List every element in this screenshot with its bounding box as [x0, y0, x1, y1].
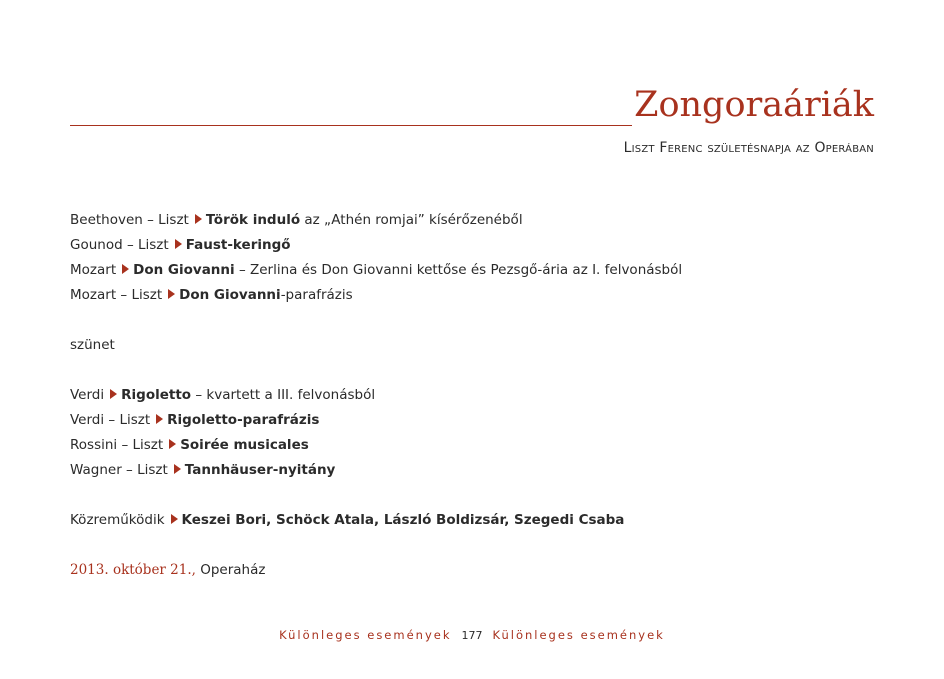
- work-title: Török induló: [205, 212, 301, 228]
- play-arrow-icon: [169, 439, 176, 449]
- play-arrow-icon: [110, 389, 117, 399]
- page-title: Zongoraáriák: [634, 85, 874, 125]
- composer: Beethoven – Liszt: [70, 212, 189, 228]
- page-subtitle: Liszt Ferenc születésnapja az Operában: [623, 140, 874, 156]
- composer: Mozart: [70, 262, 117, 278]
- play-arrow-icon: [175, 239, 182, 249]
- title-rule: [70, 125, 632, 126]
- work-note: – Zerlina és Don Giovanni kettőse és Pezsgő-ária az I. felvonásból: [234, 262, 683, 278]
- composer: Mozart – Liszt: [70, 287, 163, 303]
- play-arrow-icon: [174, 464, 181, 474]
- composer: Wagner – Liszt: [70, 462, 168, 478]
- work-title: Rigoletto-parafrázis: [167, 412, 320, 428]
- play-arrow-icon: [122, 264, 129, 274]
- program-item: [70, 408, 890, 433]
- program-item: [70, 208, 890, 233]
- composer: Rossini – Liszt: [70, 437, 164, 453]
- play-arrow-icon: [195, 214, 202, 224]
- work-note: -parafrázis: [280, 287, 353, 303]
- work-title: Rigoletto: [121, 387, 192, 403]
- footer-section-right: Különleges események: [492, 628, 665, 642]
- composer: Verdi: [70, 387, 105, 403]
- program-item: [70, 433, 890, 458]
- date: 2013. október 21.,: [70, 562, 196, 578]
- program-item: [70, 283, 890, 308]
- venue: Operaház: [195, 562, 266, 578]
- program-item: [70, 258, 890, 283]
- work-title: Soirée musicales: [180, 437, 309, 453]
- composer: Gounod – Liszt: [70, 237, 169, 253]
- program-item: [70, 383, 890, 408]
- work-title: Don Giovanni: [179, 287, 281, 303]
- work-title: Faust-keringő: [185, 237, 291, 253]
- footer-section-left: Különleges események: [279, 628, 452, 642]
- composer: Verdi – Liszt: [70, 412, 151, 428]
- play-arrow-icon: [168, 289, 175, 299]
- page-number: 177: [461, 629, 483, 642]
- intermission: szünet: [70, 337, 115, 353]
- performers-label: Közreműködik: [70, 512, 165, 528]
- play-arrow-icon: [156, 414, 163, 424]
- event-date: [70, 558, 890, 583]
- work-title: Tannhäuser-nyitány: [184, 462, 336, 478]
- work-note: az „Athén romjai” kísérőzenéből: [300, 212, 523, 228]
- play-arrow-icon: [171, 514, 178, 524]
- page-footer: [0, 628, 944, 642]
- program-list: [70, 208, 890, 583]
- work-title: Don Giovanni: [133, 262, 235, 278]
- performers-names: Keszei Bori, Schöck Atala, László Boldizsár, Szegedi Csaba: [181, 512, 625, 528]
- program-item: [70, 458, 890, 483]
- work-note: – kvartett a III. felvonásból: [191, 387, 376, 403]
- performers: [70, 508, 890, 533]
- program-item: [70, 233, 890, 258]
